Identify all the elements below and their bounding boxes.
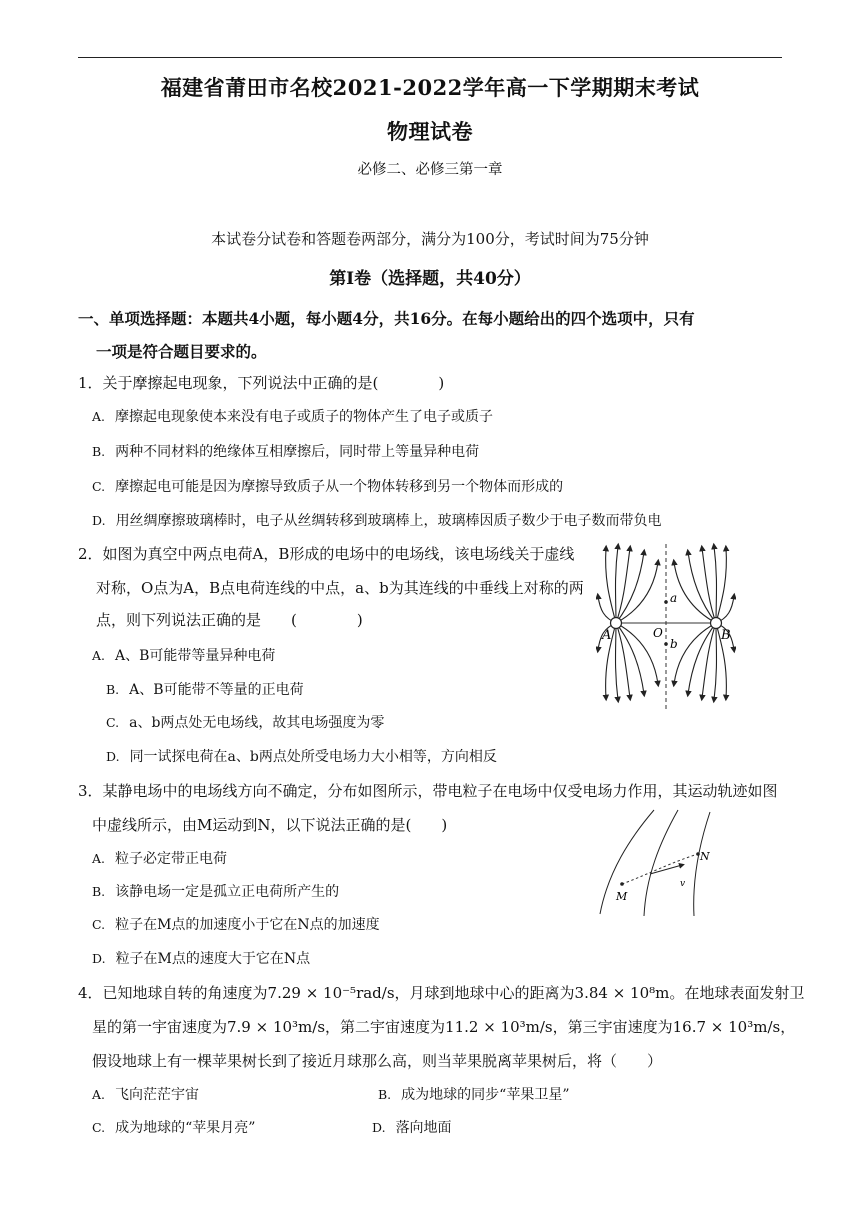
section-heading-line: 一项是符合题目要求的。 xyxy=(96,342,267,361)
question-4-stem: 假设地球上有一棵苹果树长到了接近月球那么高，则当苹果脱离苹果树后，将（ ） xyxy=(92,1052,663,1070)
trajectory-figure xyxy=(594,808,724,918)
question-2-stem: 2．如图为真空中两点电荷A，B形成的电场中的电场线，该电场线关于虚线 xyxy=(78,545,575,563)
question-1-option-a[interactable] xyxy=(92,406,493,426)
charge-a-dot xyxy=(611,618,622,629)
question-2-stem: 点，则下列说法正确的是 ( ) xyxy=(96,611,363,629)
option-key: C. xyxy=(106,715,120,730)
option-text: A、B可能带不等量的正电荷 xyxy=(129,682,304,698)
question-1-option-b[interactable] xyxy=(92,441,479,461)
question-3-option-c[interactable] xyxy=(92,914,380,934)
question-3-option-d[interactable] xyxy=(92,948,310,968)
option-key: D. xyxy=(92,513,106,528)
option-key: B. xyxy=(106,682,120,697)
option-text: 粒子在M点的速度大于它在N点 xyxy=(115,951,311,967)
option-key: B. xyxy=(92,444,106,459)
option-text: 飞向茫茫宇宙 xyxy=(115,1087,200,1103)
option-text: a、b两点处无电场线，故其电场强度为零 xyxy=(129,715,385,731)
question-3-stem: 中虚线所示，由M运动到N，以下说法正确的是( ) xyxy=(92,816,448,834)
part-title: 第Ⅰ卷（选择题，共40分） xyxy=(329,269,531,289)
option-text: 成为地球的同步“苹果卫星” xyxy=(401,1087,570,1103)
question-3-stem: 3．某静电场中的电场线方向不确定，分布如图所示，带电粒子在电场中仅受电场力作用，其运动轨迹如图 xyxy=(78,782,778,800)
section-heading-line: 一、单项选择题：本题共4小题，每小题4分，共16分。在每小题给出的四个选项中，只有 xyxy=(78,309,695,328)
option-text: 粒子在M点的加速度小于它在N点的加速度 xyxy=(115,917,380,933)
question-4-option-b[interactable] xyxy=(378,1084,570,1104)
option-text: 摩擦起电可能是因为摩擦导致质子从一个物体转移到另一个物体而形成的 xyxy=(115,479,564,495)
option-key: D. xyxy=(106,749,120,764)
question-3-option-b[interactable] xyxy=(92,881,339,901)
section-heading xyxy=(78,302,786,368)
option-key: B. xyxy=(92,884,106,899)
option-text: 该静电场一定是孤立正电荷所产生的 xyxy=(115,884,340,900)
option-key: D. xyxy=(92,951,106,966)
option-text: 粒子必定带正电荷 xyxy=(115,851,228,867)
question-4-option-a[interactable] xyxy=(92,1084,199,1104)
option-key: B. xyxy=(378,1087,392,1102)
option-key: D. xyxy=(372,1120,386,1135)
option-text: 成为地球的“苹果月亮” xyxy=(115,1120,256,1136)
question-2-option-d[interactable] xyxy=(106,746,497,766)
question-2-option-b[interactable] xyxy=(106,679,304,699)
header-rule xyxy=(78,57,782,58)
label-b-point: b xyxy=(670,637,678,651)
electric-field-figure xyxy=(596,540,736,718)
question-3-option-a[interactable] xyxy=(92,848,227,868)
question-1-stem: 1．关于摩擦起电现象，下列说法中正确的是( ) xyxy=(78,374,445,392)
label-m-point: M xyxy=(616,890,628,903)
question-4-option-c[interactable] xyxy=(92,1117,255,1137)
label-n-point: N xyxy=(700,850,710,863)
question-1-option-c[interactable] xyxy=(92,476,563,496)
label-a-charge: A xyxy=(602,628,612,643)
charge-b-dot xyxy=(711,618,722,629)
question-2-option-a[interactable] xyxy=(92,645,275,665)
exam-title: 福建省莆田市名校2021-2022学年高一下学期期末考试 xyxy=(160,75,700,100)
option-key: A. xyxy=(92,409,106,424)
label-o-point: O xyxy=(653,626,663,640)
label-a-point: a xyxy=(670,591,678,605)
label-velocity: v xyxy=(680,879,686,889)
option-key: C. xyxy=(92,479,106,494)
option-text: A、B可能带等量异种电荷 xyxy=(115,648,276,664)
question-1-option-d[interactable] xyxy=(92,510,662,530)
question-4-stem: 星的第一宇宙速度为7.9 × 10³m/s，第二宇宙速度为11.2 × 10³m/s，第三宇宙速度为16.7 × 10³m/s， xyxy=(92,1018,796,1036)
question-4-stem: 4．已知地球自转的角速度为7.29 × 10⁻⁵rad/s，月球到地球中心的距离为3.84 × 10⁸m。在地球表面发射卫 xyxy=(78,984,805,1002)
question-4-option-d[interactable] xyxy=(372,1117,452,1137)
option-text: 用丝绸摩擦玻璃棒时，电子从丝绸转移到玻璃棒上，玻璃棒因质子数少于电子数而带负电 xyxy=(115,513,662,529)
exam-subject: 物理试卷 xyxy=(387,119,473,144)
exam-instructions: 本试卷分试卷和答题卷两部分，满分为100分，考试时间为75分钟 xyxy=(211,230,649,248)
option-key: A. xyxy=(92,1087,106,1102)
option-key: A. xyxy=(92,648,106,663)
option-text: 落向地面 xyxy=(395,1120,452,1136)
option-text: 两种不同材料的绝缘体互相摩擦后，同时带上等量异种电荷 xyxy=(115,444,480,460)
question-2-option-c[interactable] xyxy=(106,712,384,732)
trajectory-dashed-line xyxy=(622,854,698,884)
question-2-stem: 对称，O点为A，B点电荷连线的中点，a、b为其连线的中垂线上对称的两 xyxy=(96,579,584,597)
option-key: C. xyxy=(92,1120,106,1135)
exam-scope: 必修二、必修三第一章 xyxy=(357,162,503,178)
label-b-charge: B xyxy=(721,628,731,643)
option-key: C. xyxy=(92,917,106,932)
field-line xyxy=(694,812,710,916)
option-text: 同一试探电荷在a、b两点处所受电场力大小相等，方向相反 xyxy=(129,749,497,765)
option-text: 摩擦起电现象使本来没有电子或质子的物体产生了电子或质子 xyxy=(115,409,494,425)
option-key: A. xyxy=(92,851,106,866)
